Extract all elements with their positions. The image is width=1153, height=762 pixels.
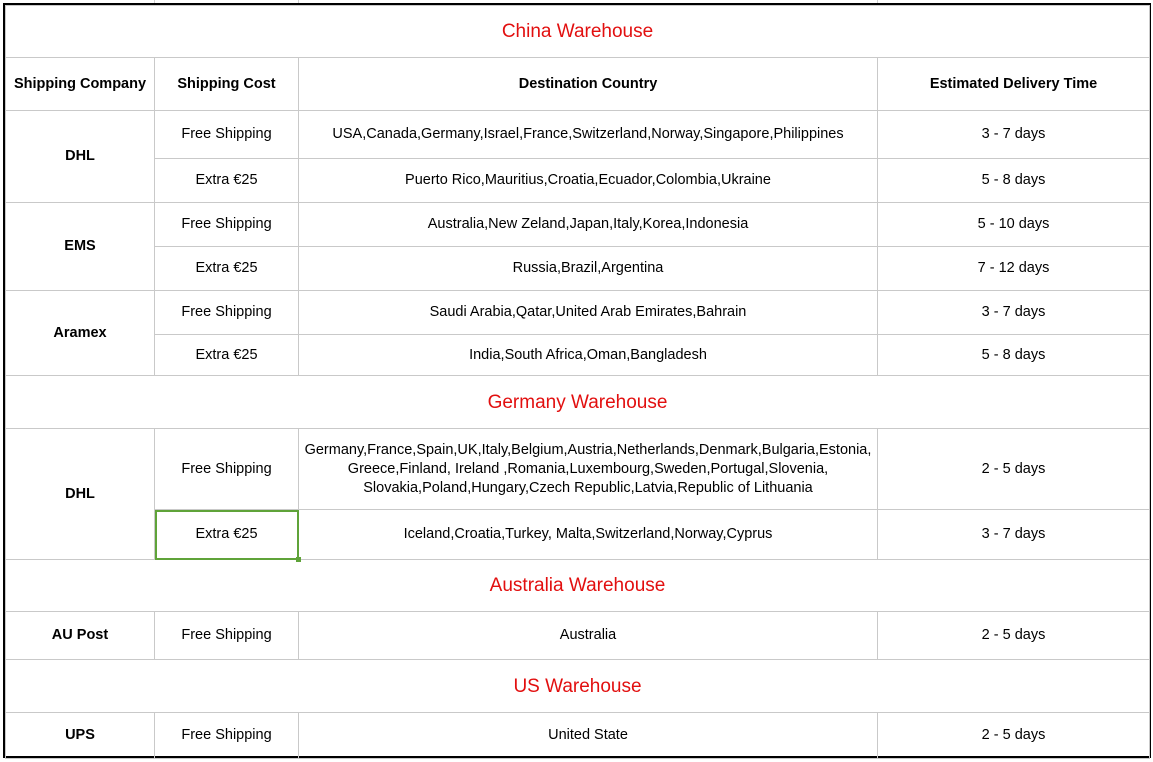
company-cell[interactable]: UPS — [6, 713, 155, 759]
header-destination-cell[interactable]: Destination Country — [299, 58, 878, 111]
warehouse-title-cell[interactable]: Australia Warehouse — [6, 560, 1150, 612]
table-row — [6, 429, 1150, 510]
cost-cell[interactable]: Free Shipping — [155, 111, 299, 159]
table-row — [6, 111, 1150, 159]
company-cell[interactable]: DHL — [6, 429, 155, 560]
table-row — [6, 713, 1150, 759]
cost-cell[interactable]: Extra €25 — [155, 335, 299, 376]
cost-cell[interactable]: Free Shipping — [155, 713, 299, 759]
shipping-table — [5, 5, 1150, 759]
time-cell[interactable]: 3 - 7 days — [878, 510, 1150, 560]
time-cell[interactable]: 5 - 8 days — [878, 335, 1150, 376]
table-row — [6, 335, 1150, 376]
warehouse-row — [6, 376, 1150, 429]
header-row — [6, 58, 1150, 111]
table-row — [6, 247, 1150, 291]
header-company-cell[interactable]: Shipping Company — [6, 58, 155, 111]
table-row — [6, 159, 1150, 203]
destination-cell[interactable]: Russia,Brazil,Argentina — [299, 247, 878, 291]
destination-cell[interactable]: Australia,New Zeland,Japan,Italy,Korea,Indonesia — [299, 203, 878, 247]
company-cell[interactable]: Aramex — [6, 291, 155, 376]
header-cost-cell[interactable]: Shipping Cost — [155, 58, 299, 111]
cost-cell[interactable]: Free Shipping — [155, 291, 299, 335]
cost-cell[interactable]: Extra €25 — [155, 247, 299, 291]
time-cell[interactable]: 3 - 7 days — [878, 291, 1150, 335]
time-cell[interactable]: 5 - 10 days — [878, 203, 1150, 247]
destination-cell[interactable]: Iceland,Croatia,Turkey, Malta,Switzerland,Norway,Cyprus — [299, 510, 878, 560]
time-cell[interactable]: 2 - 5 days — [878, 713, 1150, 759]
table-row — [6, 203, 1150, 247]
table-row — [6, 291, 1150, 335]
time-cell[interactable]: 7 - 12 days — [878, 247, 1150, 291]
time-cell[interactable]: 3 - 7 days — [878, 111, 1150, 159]
destination-cell[interactable]: Saudi Arabia,Qatar,United Arab Emirates,Bahrain — [299, 291, 878, 335]
cost-cell[interactable]: Extra €25 — [155, 159, 299, 203]
destination-cell[interactable]: Germany,France,Spain,UK,Italy,Belgium,Austria,Netherlands,Denmark,Bulgaria,Estonia, Greece,Finland, Ireland ,Romania,Luxembourg,Sweden,Portugal,Slovenia, Slovakia,Poland,Hungary,Czech Republic,Latvia,Republic of Lithuania — [299, 429, 878, 510]
company-cell[interactable]: EMS — [6, 203, 155, 291]
company-cell[interactable]: DHL — [6, 111, 155, 203]
warehouse-row — [6, 660, 1150, 713]
warehouse-row — [6, 6, 1150, 58]
cost-cell[interactable]: Free Shipping — [155, 429, 299, 510]
time-cell[interactable]: 2 - 5 days — [878, 612, 1150, 660]
time-cell[interactable]: 5 - 8 days — [878, 159, 1150, 203]
cost-cell-selected[interactable]: Extra €25 — [155, 510, 299, 560]
company-cell[interactable]: AU Post — [6, 612, 155, 660]
warehouse-title-cell[interactable]: Germany Warehouse — [6, 376, 1150, 429]
destination-cell[interactable]: United State — [299, 713, 878, 759]
cost-cell[interactable]: Free Shipping — [155, 203, 299, 247]
table-row — [6, 510, 1150, 560]
warehouse-title-cell[interactable]: US Warehouse — [6, 660, 1150, 713]
table-row — [6, 612, 1150, 660]
warehouse-row — [6, 560, 1150, 612]
warehouse-title-cell[interactable]: China Warehouse — [6, 6, 1150, 58]
cost-cell[interactable]: Free Shipping — [155, 612, 299, 660]
destination-cell[interactable]: USA,Canada,Germany,Israel,France,Switzerland,Norway,Singapore,Philippines — [299, 111, 878, 159]
header-time-cell[interactable]: Estimated Delivery Time — [878, 58, 1150, 111]
destination-cell[interactable]: India,South Africa,Oman,Bangladesh — [299, 335, 878, 376]
destination-cell[interactable]: Puerto Rico,Mauritius,Croatia,Ecuador,Colombia,Ukraine — [299, 159, 878, 203]
destination-cell[interactable]: Australia — [299, 612, 878, 660]
time-cell[interactable]: 2 - 5 days — [878, 429, 1150, 510]
